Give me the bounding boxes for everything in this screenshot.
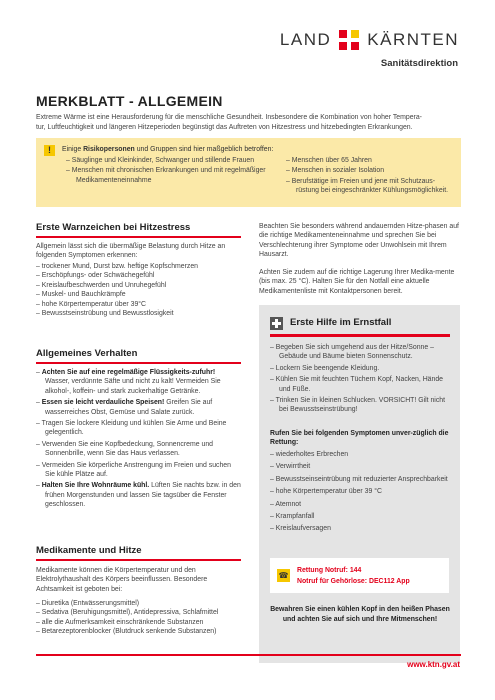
header: [0, 0, 495, 80]
risk-list-right: [286, 156, 456, 196]
section-heading-warning: Erste Warnzeichen bei Hitzestress: [36, 222, 241, 238]
brand-logo[interactable]: [280, 30, 459, 50]
rescue-heading: Rufen Sie bei folgenden Symptomen unver-züglich die Rettung:: [270, 430, 449, 447]
medication-list: [36, 599, 251, 637]
risk-heading: Einige Risikopersonen und Gruppen sind hier maßgeblich betroffen:: [62, 146, 274, 153]
list-item: – Säuglinge und Kleinkinder, Schwanger und stillende Frauen: [66, 156, 276, 165]
footer-link[interactable]: www.ktn.gv.at: [407, 660, 460, 669]
list-item: – Betarezeptorenblocker (Blutdruck senkende Substanzen): [36, 627, 251, 636]
storage-advice: Achten Sie zudem auf die richtige Lagerung Ihrer Medika-mente (bis max. 25 °C). Halten Sie für den Notfall eine aktuelle Medikamentenliste mit Kontaktpersonen bereit.: [259, 269, 455, 295]
list-item: – Begeben Sie sich umgehend aus der Hitze/Sonne – Gebäude und Bäume bieten Sonnenschutz.: [270, 343, 452, 362]
divider: [270, 334, 450, 337]
page-title: MERKBLATT - ALLGEMEIN: [36, 93, 223, 109]
list-item: – Achten Sie auf eine regelmäßige Flüssigkeits-zufuhr! Wasser, verdünnte Säfte und nicht zu kalt! Vermeiden Sie alkohol-, koffein- und stark zuckerhaltige Getränke.: [36, 368, 241, 396]
list-item: – Bewusstseinstrübung und Bewusstlosigkeit: [36, 309, 241, 318]
brand-left: LAND: [279, 30, 332, 49]
list-item: – Kreislaufversagen: [270, 524, 452, 533]
carinthia-flag-icon: [339, 30, 359, 50]
plus-icon: [270, 317, 283, 330]
list-item: – Menschen in sozialer Isolation: [286, 166, 456, 175]
list-item: – Lockern Sie beengende Kleidung.: [270, 364, 452, 373]
list-item: – Berufstätige im Freien und jene mit Schutzaus-rüstung bei eingeschränkter Kühlungsmöglichkeit.: [286, 177, 456, 196]
list-item: – Atemnot: [270, 500, 452, 509]
exclamation-icon: !: [44, 145, 55, 156]
closing-message: Bewahren Sie einen kühlen Kopf in den heißen Phasen und achten Sie auf sich und Ihre Mitmenschen!: [270, 606, 450, 623]
list-item: – Trinken Sie in kleinen Schlucken. VORSICHT! Gilt nicht bei Bewusstseinstrübung!: [270, 396, 452, 415]
risk-groups-box: [36, 138, 461, 207]
list-item: – Vermeiden Sie körperliche Anstrengung im Freien und suchen Sie kühle Plätze auf.: [36, 461, 241, 480]
section-heading-behavior: Allgemeines Verhalten: [36, 348, 241, 364]
list-item: – Verwenden Sie eine Kopfbedeckung, Sonnencreme und Sonnenbrille, wenn Sie das Haus verlassen.: [36, 440, 241, 459]
list-item: – Diuretika (Entwässerungsmittel): [36, 599, 251, 608]
emergency-number[interactable]: Rettung Notruf: 144: [297, 567, 362, 574]
list-item: – trockener Mund, Durst bzw. heftige Kopfschmerzen: [36, 262, 241, 271]
list-item: – hohe Körpertemperatur über 39 °C: [270, 487, 452, 496]
list-item: – Kühlen Sie mit feuchten Tüchern Kopf, Nacken, Hände und Füße.: [270, 375, 452, 394]
deaf-emergency-number[interactable]: Notruf für Gehörlose: DEC112 App: [297, 578, 410, 585]
list-item: – Erschöpfungs- oder Schwächegefühl: [36, 271, 241, 280]
department-name: Sanitätsdirektion: [380, 58, 458, 69]
risk-list-left: [66, 156, 276, 186]
rescue-list: [270, 450, 452, 534]
list-item: – wiederholtes Erbrechen: [270, 450, 452, 459]
intro-text: Extreme Wärme ist eine Herausforderung für die menschliche Gesundheit. Insbesondere die Kombination von hoher Tempera- tur, Luftfeuchtigkeit und längeren Hitzeperioden begünstigt das Auftreten von Hitzestress und hitzebedingten Erkrankungen.: [36, 114, 422, 131]
brand-right: KÄRNTEN: [367, 30, 459, 49]
phone-icon: ☎: [278, 571, 289, 580]
list-item: – Kreislaufbeschwerden und Unruhegefühl: [36, 281, 241, 290]
behavior-list: [36, 368, 241, 510]
emergency-numbers: [270, 558, 449, 593]
list-item: – Halten Sie Ihre Wohnräume kühl. Lüften Sie nachts bzw. in den frühen Morgenstunden und lassen Sie tagsüber die Fenster geschlossen.: [36, 481, 241, 509]
list-item: – Menschen mit chronischen Erkrankungen und mit regelmäßiger Medikamenteneinnahme: [66, 166, 276, 185]
list-item: – Sedativa (Beruhigungsmittel), Antidepressiva, Schlafmittel: [36, 608, 251, 617]
list-item: – Verwirrtheit: [270, 462, 452, 471]
list-item: – Muskel- und Bauchkrämpfe: [36, 290, 241, 299]
footer-divider: [36, 654, 461, 656]
section-heading-medication: Medikamente und Hitze: [36, 545, 241, 561]
list-item: – Tragen Sie lockere Kleidung und kühlen Sie Arme und Beine gelegentlich.: [36, 419, 241, 438]
list-item: – Essen sie leicht verdauliche Speisen! Greifen Sie auf wasserreiches Obst, Gemüse und Salate zurück.: [36, 398, 241, 417]
warning-intro: Allgemein lässt sich die übermäßige Belastung durch Hitze an folgenden Symptomen erkennen:: [36, 243, 226, 260]
warning-list: [36, 262, 241, 318]
medication-intro: Medikamente können die Körpertemperatur und den Elektrolythaushalt des Körpers beeinflussen. Besondere Achtsamkeit ist geboten bei:: [36, 567, 208, 593]
first-aid-title: Erste Hilfe im Ernstfall: [290, 317, 392, 328]
list-item: – Bewusstseinseintrübung mit reduzierter Ansprechbarkeit: [270, 475, 452, 484]
list-item: – Menschen über 65 Jahren: [286, 156, 456, 165]
medication-advice: Beachten Sie besonders während andauernden Hitze-phasen auf die richtige Medikamenteneinnahme und sprechen Sie bei Verschlechterung ihrer Symptome oder Unwohlsein mit Ihrem Hausarzt.: [259, 223, 459, 259]
list-item: – Krampfanfall: [270, 512, 452, 521]
list-item: – alle die Aufmerksamkeit einschränkende Substanzen: [36, 618, 251, 627]
first-aid-list: [270, 343, 452, 415]
list-item: – hohe Körpertemperatur über 39°C: [36, 300, 241, 309]
